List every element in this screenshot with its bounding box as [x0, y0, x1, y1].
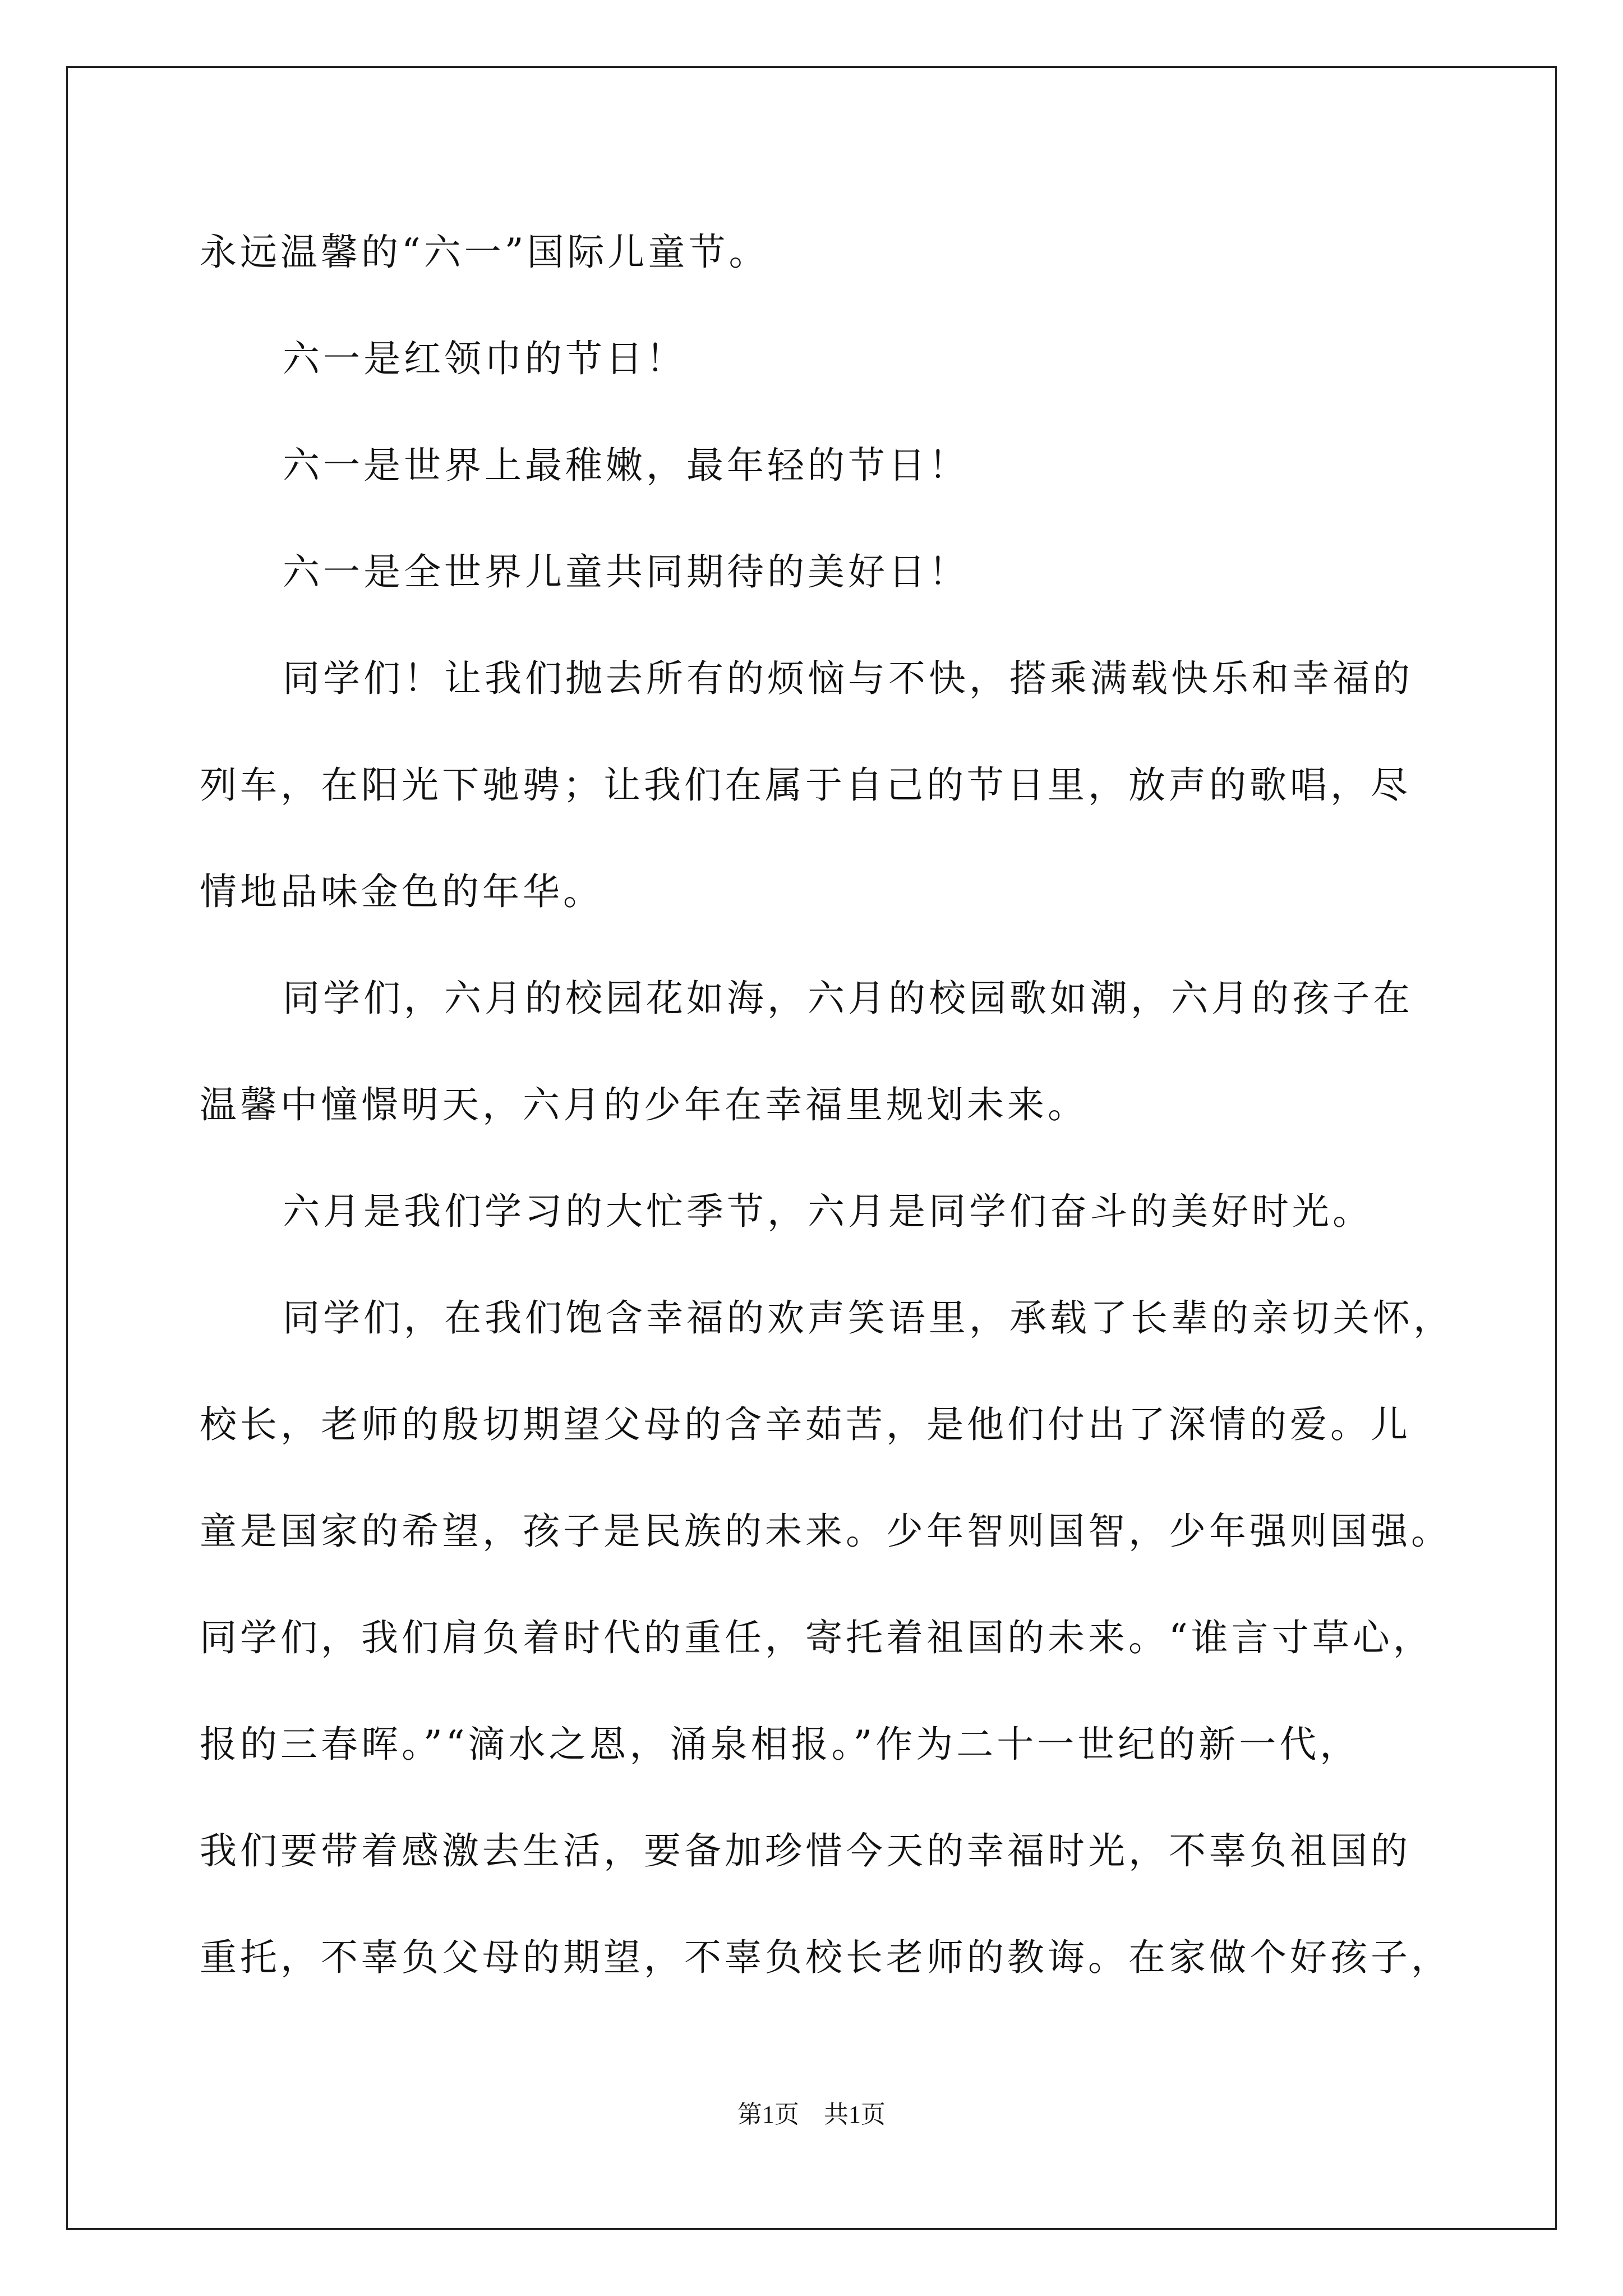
page-footer: 第1页 共1页 [737, 2101, 886, 2128]
text-line: 六一是世界上最稚嫩，最年轻的节日！ [283, 444, 969, 487]
text-line: 校长，老师的殷切期望父母的含辛茹苦，是他们付出了深情的爱。儿 [200, 1403, 1411, 1446]
text-line: 永远温馨的“六一”国际儿童节。 [200, 231, 769, 274]
text-line: 我们要带着感激去生活，要备加珍惜今天的幸福时光，不辜负祖国的 [200, 1829, 1411, 1872]
text-line: 重托，不辜负父母的期望，不辜负校长老师的教诲。在家做个好孩子， [200, 1936, 1451, 1979]
text-line: 温馨中憧憬明天，六月的少年在幸福里规划未来。 [200, 1083, 1088, 1126]
text-line: 同学们，在我们饱含幸福的欢声笑语里，承载了长辈的亲切关怀， [283, 1296, 1454, 1340]
text-line: 童是国家的希望，孩子是民族的未来。少年智则国智，少年强则国强。 [200, 1510, 1451, 1553]
text-line: 六月是我们学习的大忙季节，六月是同学们奋斗的美好时光。 [283, 1190, 1373, 1233]
text-line: 六一是全世界儿童共同期待的美好日！ [283, 550, 969, 593]
text-line: 报的三春晖。”“滴水之恩，涌泉相报。”作为二十一世纪的新一代， [200, 1723, 1361, 1766]
text-line: 列车，在阳光下驰骋；让我们在属于自己的节日里，放声的歌唱，尽 [200, 763, 1411, 807]
text-line: 同学们！让我们抛去所有的烦恼与不快，搭乘满载快乐和幸福的 [283, 657, 1413, 700]
text-line: 同学们，我们肩负着时代的重任，寄托着祖国的未来。“谁言寸草心， [200, 1616, 1433, 1659]
document-body [200, 199, 1461, 2011]
text-line: 情地品味金色的年华。 [200, 870, 603, 913]
text-line: 同学们，六月的校园花如海，六月的校园歌如潮，六月的孩子在 [283, 977, 1413, 1020]
text-line: 六一是红领巾的节日！ [283, 337, 686, 380]
